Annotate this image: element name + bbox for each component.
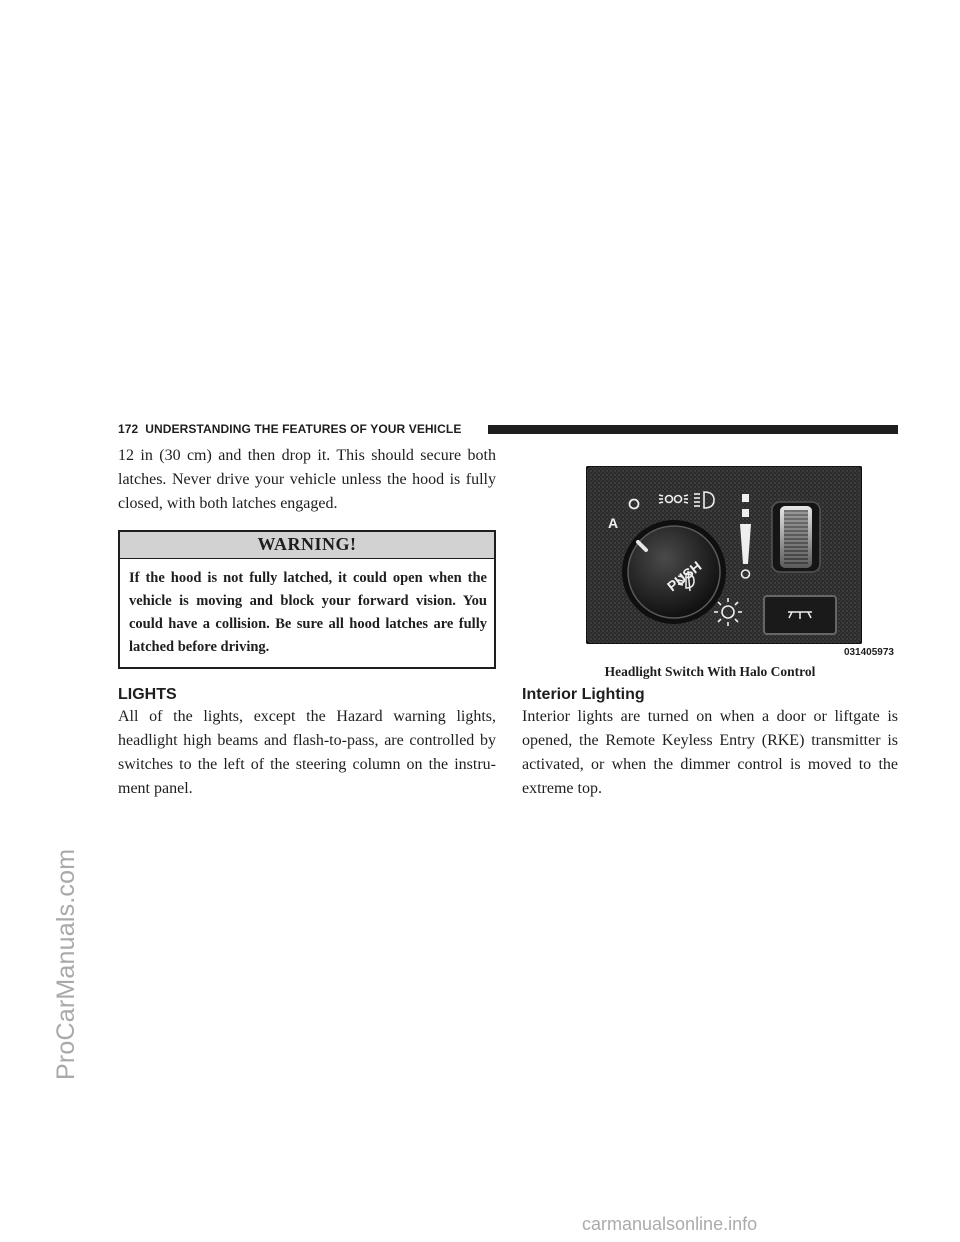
figure-id: 031405973 [843,647,894,658]
headlight-knob [628,526,720,618]
warning-text: If the hood is not fully latched, it could open when the vehicle is moving and block your forward vision. You could have a collision. Be sure all hood latches are fully latched before driving. [129,570,487,655]
auto-label: A [608,515,619,531]
headlight-switch-illustration [586,466,862,644]
side-watermark: ProCarManuals.com [52,848,80,1080]
thumbwheel-ridges [784,510,808,564]
left-column [118,444,496,801]
header-text [118,422,461,436]
header-rule [488,425,898,434]
page-header [118,421,898,439]
dimmer-marker-upper [742,509,749,517]
lights-paragraph: All of the lights, except the Hazard warning lights, headlight high beams and flash-to-pass, are controlled by switches to the left of the steering column on the instru-ment panel. [118,708,496,797]
headlight-switch-figure [586,466,894,658]
right-column [522,466,898,801]
interior-lighting-heading: Interior Lighting [522,686,645,703]
warning-title: WARNING! [120,532,494,559]
warning-box [118,530,496,669]
lights-heading: LIGHTS [118,686,177,703]
interior-lighting-paragraph: Interior lights are turned on when a door or liftgate is opened, the Remote Keyless Entry (RKE) transmitter is activated, or when the dimmer control is moved to the extreme top. [522,708,898,797]
section-title: UNDERSTANDING THE FEATURES OF YOUR VEHICLE [145,422,462,436]
page-number: 172 [118,422,139,436]
dimmer-marker-top [742,494,749,502]
intro-paragraph: 12 in (30 cm) and then drop it. This should secure both latches. Never drive your vehicle unless the hood is fully closed, with both latches engaged. [118,447,496,512]
knob-push-label: PUSH [663,557,705,595]
bottom-watermark: carmanualsonline.info [582,1214,758,1234]
figure-caption: Headlight Switch With Halo Control [604,664,816,679]
